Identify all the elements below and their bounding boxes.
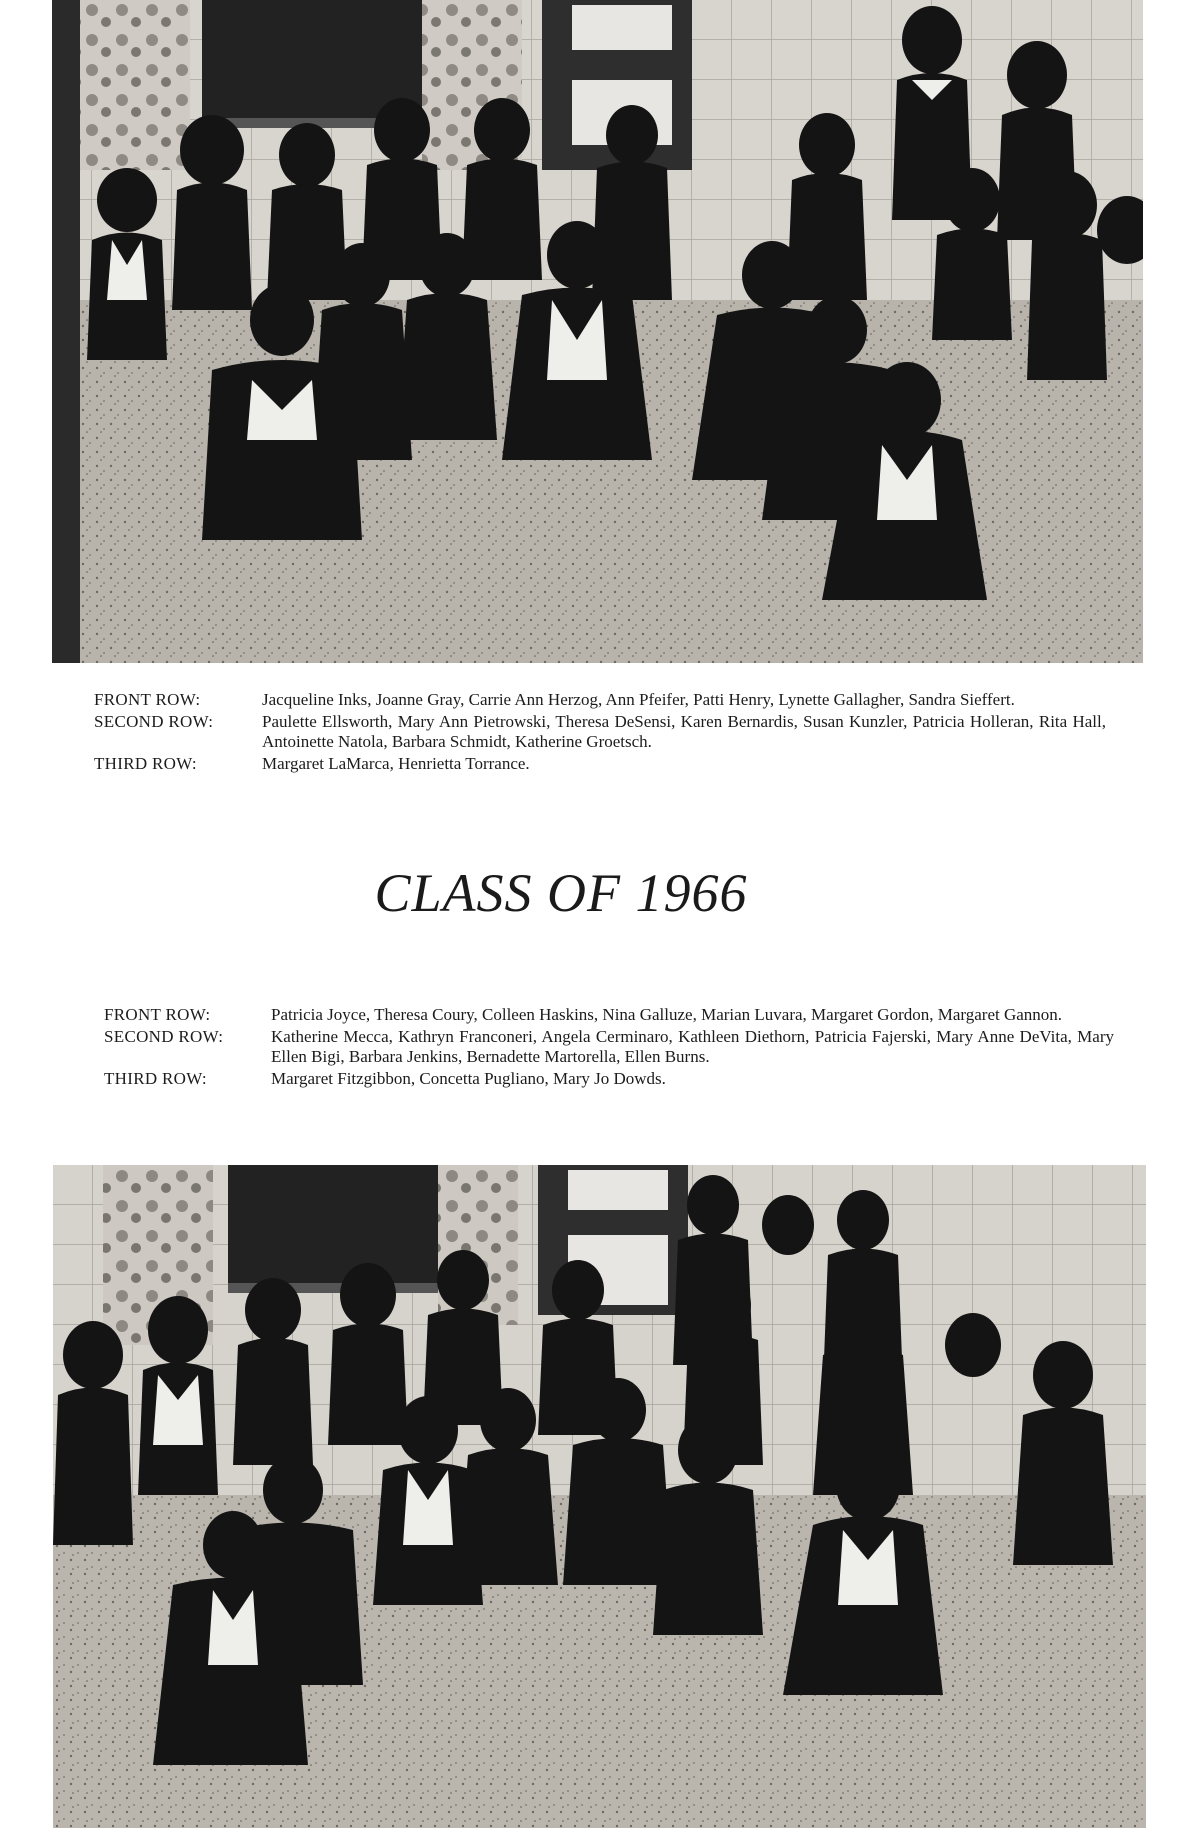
caption-row-third [94, 754, 1106, 774]
row-label: THIRD ROW: [94, 754, 197, 773]
caption-row-front [104, 1005, 1114, 1025]
caption-row-third [104, 1069, 1114, 1089]
class-photo-top-image [52, 0, 1143, 663]
caption-row-front [94, 690, 1106, 710]
row-names: Jacqueline Inks, Joanne Gray, Carrie Ann Herzog, Ann Pfeifer, Patti Henry, Lynette Gallagher, Sandra Sieffert. [262, 690, 1015, 709]
row-label: SECOND ROW: [104, 1027, 224, 1046]
caption-row-second [104, 1027, 1114, 1067]
top-photo-caption [94, 690, 1106, 776]
caption-row-second [94, 712, 1106, 752]
bottom-photo-caption [104, 1005, 1114, 1091]
row-label: FRONT ROW: [104, 1005, 211, 1024]
row-names: Margaret LaMarca, Henrietta Torrance. [262, 754, 530, 773]
class-photo-bottom [53, 1165, 1146, 1828]
row-label: SECOND ROW: [94, 712, 214, 731]
class-photo-top [52, 0, 1143, 663]
row-label: FRONT ROW: [94, 690, 201, 709]
row-names: Patricia Joyce, Theresa Coury, Colleen Haskins, Nina Galluze, Marian Luvara, Margaret Gordon, Margaret Gannon. [271, 1005, 1063, 1024]
row-names: Paulette Ellsworth, Mary Ann Pietrowski, Theresa DeSensi, Karen Bernardis, Susan Kunzler, Patricia Holleran, Rita Hall, Antoinette Natola, Barbara Schmidt, Katherine Groetsch. [262, 712, 1106, 751]
row-names: Margaret Fitzgibbon, Concetta Pugliano, Mary Jo Dowds. [271, 1069, 666, 1088]
row-names: Katherine Mecca, Kathryn Franconeri, Angela Cerminaro, Kathleen Diethorn, Patricia Fajerski, Mary Anne DeVita, Mary Ellen Bigi, Barbara Jenkins, Bernadette Martorella, Ellen Burns. [271, 1027, 1114, 1066]
class-photo-bottom-image [53, 1165, 1146, 1828]
page-title: CLASS OF 1966 [374, 863, 748, 923]
row-label: THIRD ROW: [104, 1069, 207, 1088]
